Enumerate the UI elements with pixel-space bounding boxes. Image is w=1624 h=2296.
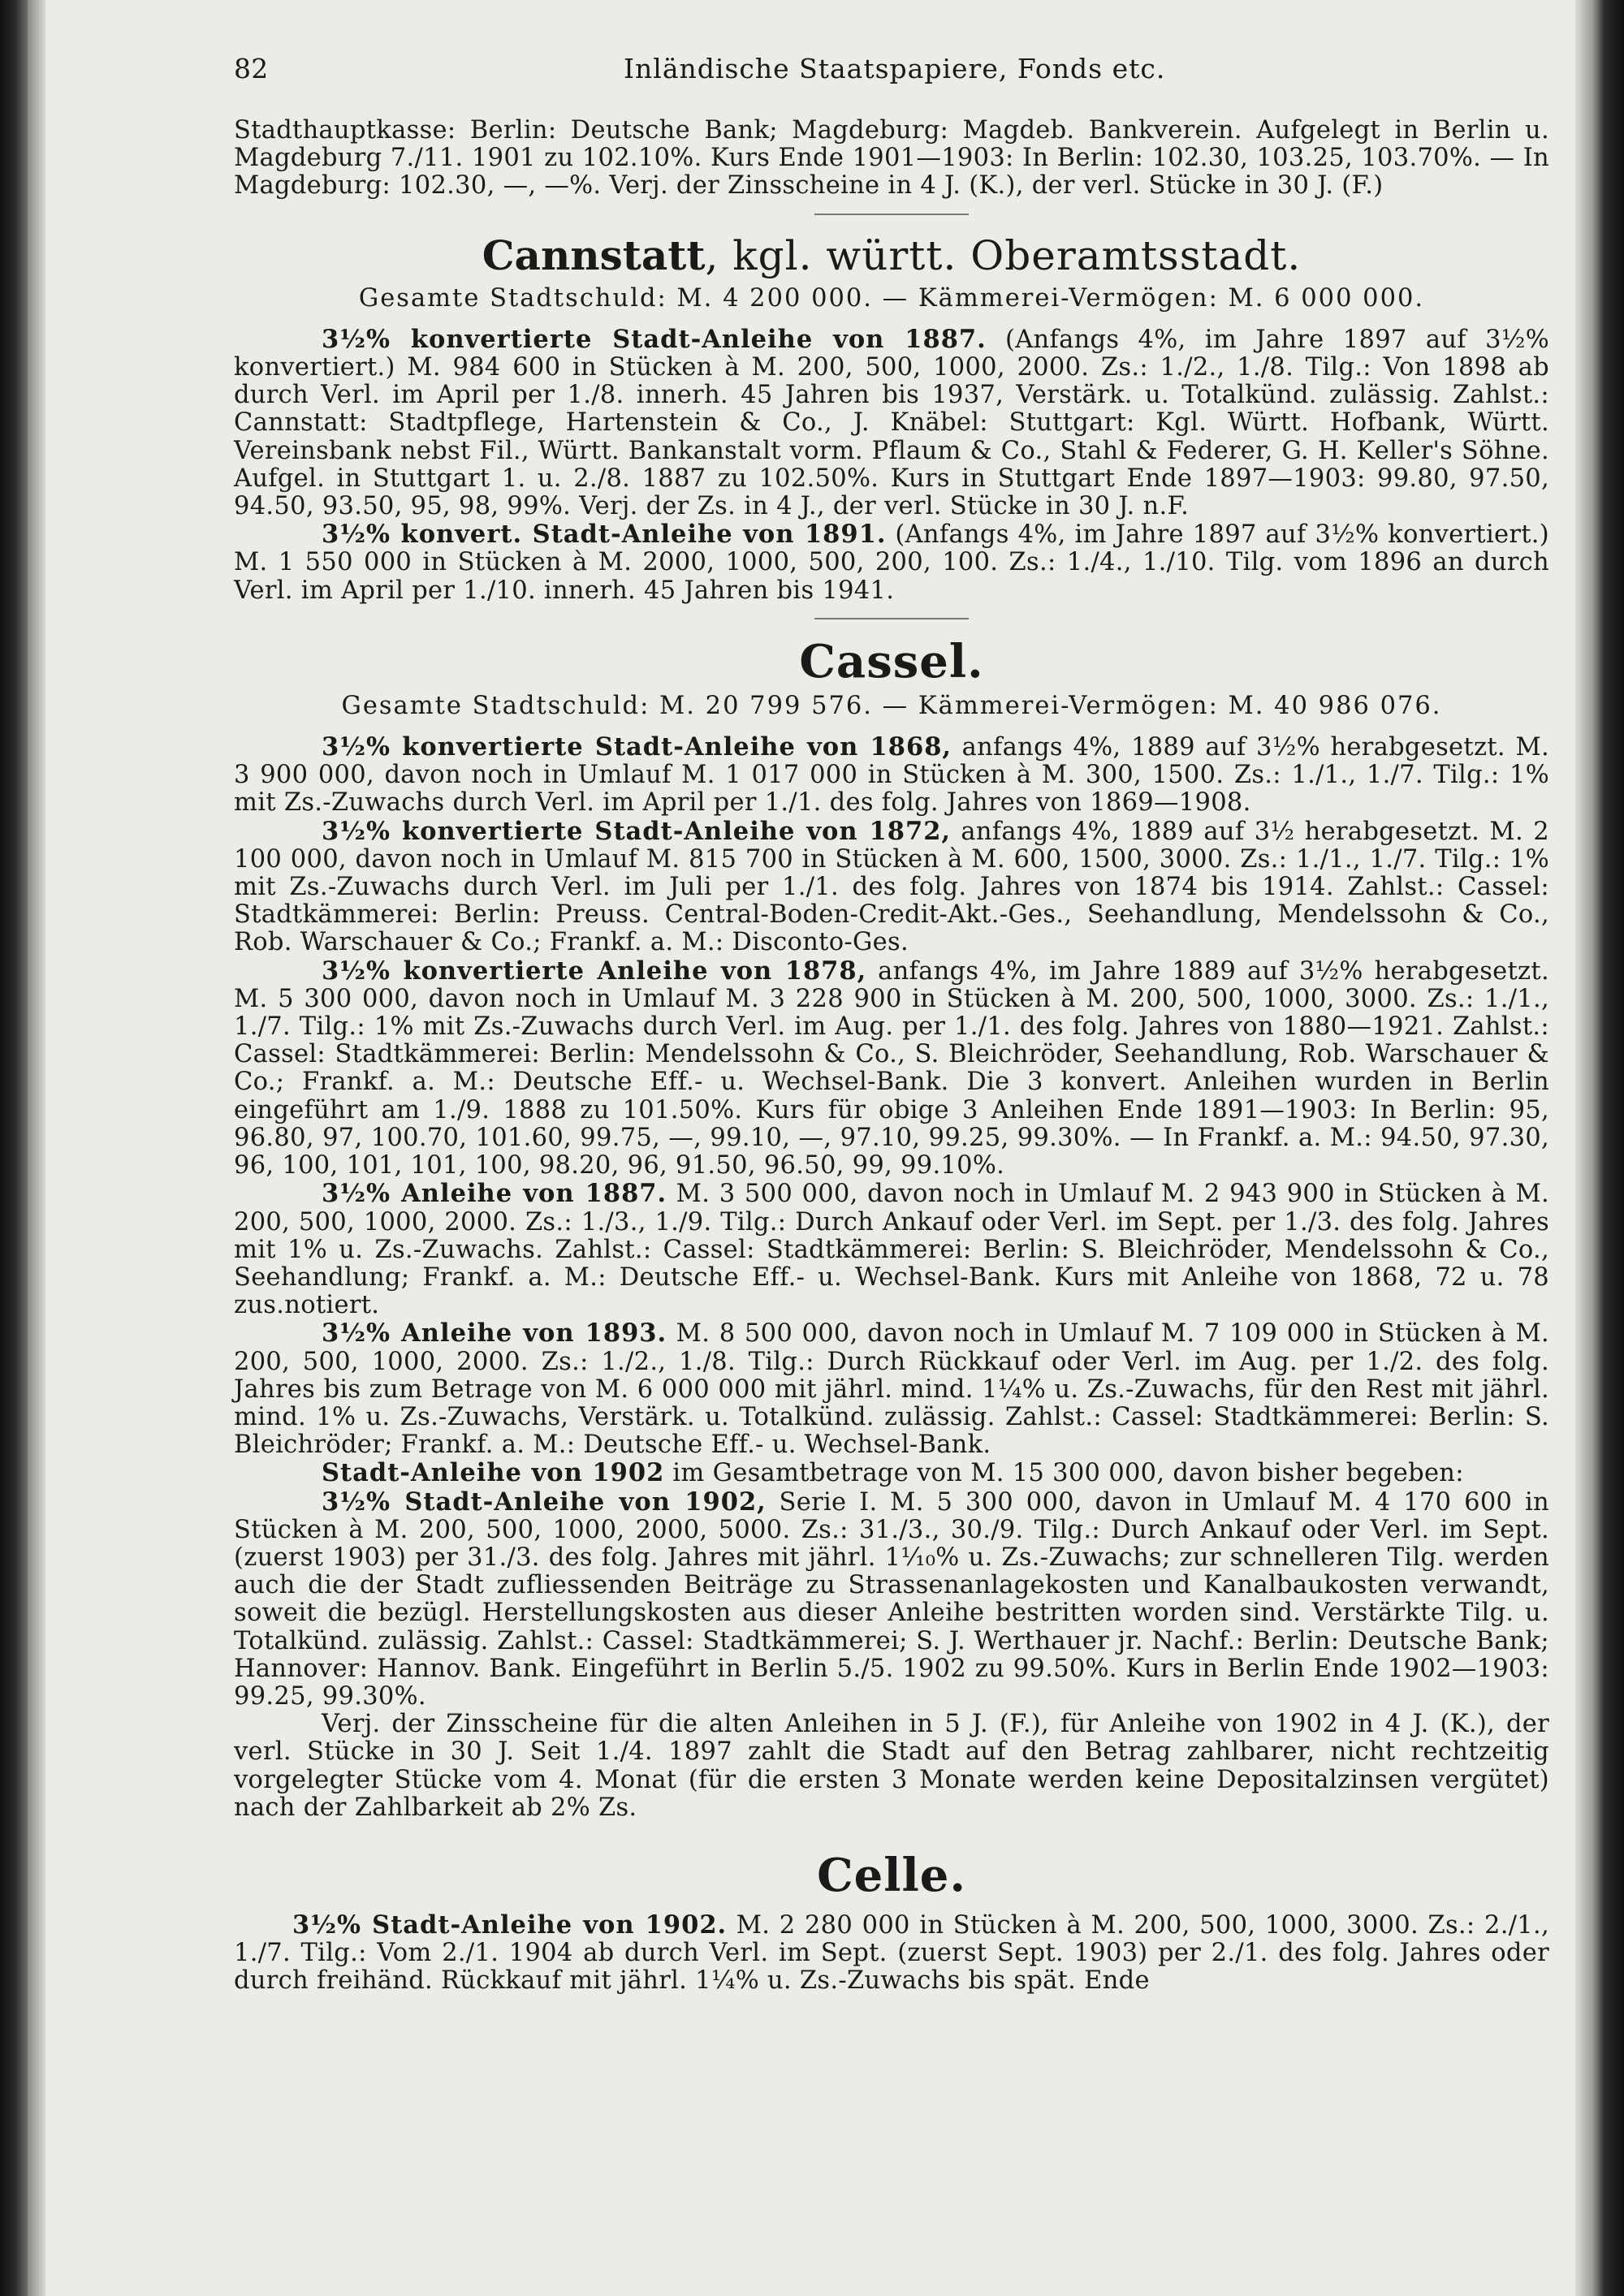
loan-text: Serie I. M. 5 300 000, davon in Umlauf M. 4 170 600 in Stücken à M. 200, 500, 1000, 2000, 5000. Zs.: 31./3., 30./9. Tilg.: Durch Ankauf oder Verl. im Sept. (zuerst 1903) per 31./3. des folg. Jahres mit jährl. 1¹⁄₁₀% u. Zs.-Zuwachs; zur schnelleren Tilg. werden auch die der Stadt zufliessenden Beiträge zu Strassenanlagekosten und Kanalbaukosten verwandt, soweit die bezügl. Herstellungskosten aus dieser Anleihe bestritten worden sind. Verstärkte Tilg. u. Totalkünd. zulässig. Zahlst.: Cassel: Stadtkämmerei; S. J. Werthauer jr. Nachf.: Berlin: Deutsche Bank; Hannover: Hannov. Bank. Eingeführt in Berlin 5./5. 1902 zu 99.50%. Kurs in Berlin Ende 1902—1903: 99.25, 99.30%. [234, 1487, 1549, 1711]
intro-paragraph: Stadthauptkasse: Berlin: Deutsche Bank; Magdeburg: Magdeb. Bankverein. Aufgelegt in Berlin u. Magdeburg 7./11. 1901 zu 102.10%. Kurs Ende 1901—1903: In Berlin: 102.30, 103.25, 103.70%. — In Magdeburg: 102.30, —, —%. Verj. der Zinsscheine in 4 J. (K.), der verl. Stücke in 30 J. (F.) [234, 116, 1549, 201]
loan-text: anfangs 4%, 1889 auf 3½ herabgesetzt. M. 2 100 000, davon noch in Umlauf M. 815 700 in Stücken à M. 600, 1500, 3000. Zs.: 1./1., 1./7. Tilg.: 1% mit Zs.-Zuwachs durch Verl. im Juli per 1./1. des folg. Jahres von 1874 bis 1914. Zahlst.: Cassel: Stadtkämmerei: Berlin: Preuss. Central-Boden-Credit-Akt.-Ges., Seehandlung, Mendelssohn & Co., Rob. Warschauer & Co.; Frankf. a. M.: Disconto-Ges. [234, 817, 1550, 957]
loan-entry [234, 520, 1549, 605]
debt-summary: Gesamte Stadtschuld: M. 20 799 576. — Kämmerei-Vermögen: M. 40 986 076. [341, 691, 1442, 720]
city-name: Cannstatt [482, 231, 706, 279]
loan-title: 3½% konvert. Stadt-Anleihe von 1891. [322, 520, 887, 550]
section-heading-cassel: Cassel. [799, 634, 984, 688]
debt-summary: Gesamte Stadtschuld: M. 4 200 000. — Kämmerei-Vermögen: M. 6 000 000. [358, 283, 1425, 313]
loan-entry [234, 957, 1549, 1180]
section-heading-celle: Celle. [817, 1848, 966, 1902]
loan-title: Stadt-Anleihe von 1902 [322, 1458, 665, 1488]
limitation-note: Verj. der Zinsscheine für die alten Anleihen in 5 J. (F.), für Anleihe von 1902 in 4 J. (K.), der verl. Stücke in 30 J. Seit 1./4. 1897 zahlt die Stadt auf den Betrag zahlbarer, nicht rechtzeitig vorgelegter Stücke vom 4. Monat (für die ersten 3 Monate werden keine Depositalzinsen vergütet) nach der Zahlbarkeit ab 2% Zs. [234, 1710, 1549, 1822]
page-edge-shadow [1575, 0, 1624, 2296]
loan-text: (Anfangs 4%, im Jahre 1897 auf 3½% konvertiert.) M. 984 600 in Stücken à M. 200, 500, 1000, 2000. Zs.: 1./2., 1./8. Tilg.: Von 1898 ab durch Verl. im April per 1./8. innerh. 45 Jahren bis 1937, Verstärk. u. Totalkünd. zulässig. Zahlst.: Cannstatt: Stadtpflege, Hartenstein & Co., J. Knäbel: Stuttgart: Kgl. Württ. Hofbank, Württ. Vereinsbank nebst Fil., Württ. Bankanstalt vorm. Pflaum & Co., Stahl & Federer, G. H. Keller's Söhne. Aufgel. in Stuttgart 1. u. 2./8. 1887 zu 102.50%. Kurs in Stuttgart Ende 1897—1903: 99.80, 97.50, 94.50, 93.50, 95, 98, 99%. Verj. der Zs. in 4 J., der verl. Stücke in 30 J. n.F. [234, 325, 1550, 521]
book-spine-shadow [0, 0, 28, 2296]
loan-entry [234, 1459, 1549, 1487]
spacer [234, 1822, 1549, 1845]
city-designation: , kgl. württ. Oberamtsstadt. [705, 231, 1302, 279]
loan-title: 3½% konvertierte Stadt-Anleihe von 1868, [322, 732, 952, 762]
loan-entry [234, 1319, 1549, 1459]
page-number: 82 [234, 53, 269, 84]
loan-text: M. 8 500 000, davon noch in Umlauf M. 7 109 000 in Stücken à M. 200, 500, 1000, 2000. Zs.: 1./2., 1./8. Tilg.: Durch Rückkauf oder Verl. im Aug. per 1./2. des folg. Jahres bis zum Betrage von M. 6 000 000 mit jährl. mind. 1¼% u. Zs.-Zuwachs, für den Rest mit jährl. mind. 1% u. Zs.-Zuwachs, Verstärk. u. Totalkünd. zulässig. Zahlst.: Cassel: Stadtkämmerei: Berlin: S. Bleichröder; Frankf. a. M.: Deutsche Eff.- u. Wechsel-Bank. [234, 1319, 1549, 1460]
loan-entry [234, 1488, 1549, 1711]
loan-title: 3½% konvertierte Anleihe von 1878, [322, 956, 867, 986]
section-divider [814, 214, 969, 215]
loan-text: (Anfangs 4%, im Jahre 1897 auf 3½% konvertiert.) M. 1 550 000 in Stücken à M. 2000, 1000, 500, 200, 100. Zs.: 1./4., 1./10. Tilg. vom 1896 an durch Verl. im April per 1./10. innerh. 45 Jahren bis 1941. [234, 520, 1549, 605]
loan-title: 3½% Stadt-Anleihe von 1902. [292, 1910, 728, 1940]
loan-entry [234, 1911, 1549, 1996]
loan-entry [234, 326, 1549, 520]
book-gutter [28, 0, 45, 2296]
loan-text: anfangs 4%, im Jahre 1889 auf 3½% herabgesetzt. M. 5 300 000, davon noch in Umlauf M. 3 228 900 in Stücken à M. 200, 500, 1000, 3000. Zs.: 1./1., 1./7. Tilg.: 1% mit Zs.-Zuwachs durch Verl. im Aug. per 1./1. des folg. Jahres von 1880—1921. Zahlst.: Cassel: Stadtkämmerei: Berlin: Mendelssohn & Co., S. Bleichröder, Seehandlung, Rob. Warschauer & Co.; Frankf. a. M.: Deutsche Eff.- u. Wechsel-Bank. Die 3 konvert. Anleihen wurden in Berlin eingeführt am 1./9. 1888 zu 101.50%. Kurs für obige 3 Anleihen Ende 1891—1903: In Berlin: 95, 96.80, 97, 100.70, 101.60, 99.75, —, 99.10, —, 97.10, 99.25, 99.30%. — In Frankf. a. M.: 94.50, 97.30, 96, 100, 101, 101, 100, 98.20, 96, 91.50, 96.50, 99, 99.10%. [234, 956, 1549, 1180]
loan-text: M. 3 500 000, davon noch in Umlauf M. 2 943 900 in Stücken à M. 200, 500, 1000, 2000. Zs.: 1./3., 1./9. Tilg.: Durch Ankauf oder Verl. im Sept. per 1./3. des folg. Jahres mit 1% u. Zs.-Zuwachs. Zahlst.: Cassel: Stadtkämmerei: Berlin: S. Bleichröder, Mendelssohn & Co., Seehandlung; Frankf. a. M.: Deutsche Eff.- u. Wechsel-Bank. Kurs mit Anleihe von 1868, 72 u. 78 zus.notiert. [234, 1180, 1549, 1320]
section-heading-cannstatt [234, 231, 1549, 280]
loan-title: 3½% Anleihe von 1893. [322, 1318, 667, 1349]
running-header [234, 55, 1549, 91]
running-title: Inländische Staatspapiere, Fonds etc. [624, 53, 1166, 84]
loan-text: anfangs 4%, 1889 auf 3½% herabgesetzt. M. 3 900 000, davon noch in Umlauf M. 1 017 000 in Stücken à M. 300, 1500. Zs.: 1./1., 1./7. Tilg.: 1% mit Zs.-Zuwachs durch Verl. im April per 1./1. des folg. Jahres von 1869—1908. [234, 733, 1550, 818]
loan-entry [234, 733, 1549, 818]
loan-title: 3½% konvertierte Stadt-Anleihe von 1872, [322, 816, 952, 846]
loan-text: im Gesamtbetrage von M. 15 300 000, davon bisher begeben: [664, 1459, 1464, 1488]
loan-text: M. 2 280 000 in Stücken à M. 200, 500, 1000, 3000. Zs.: 2./1., 1./7. Tilg.: Vom 2./1. 1904 ab durch Verl. im Sept. (zuerst Sept. 1903) per 2./1. des folg. Jahres oder durch freihänd. Rückkauf mit jährl. 1¼% u. Zs.-Zuwachs bis spät. Ende [234, 1910, 1549, 1996]
loan-title: 3½% konvertierte Stadt-Anleihe von 1887. [322, 324, 987, 354]
loan-title: 3½% Stadt-Anleihe von 1902, [322, 1487, 767, 1517]
page-content [234, 55, 1549, 1996]
loan-entry [234, 1180, 1549, 1319]
section-divider [814, 618, 969, 619]
loan-title: 3½% Anleihe von 1887. [322, 1179, 667, 1209]
loan-entry [234, 818, 1549, 957]
